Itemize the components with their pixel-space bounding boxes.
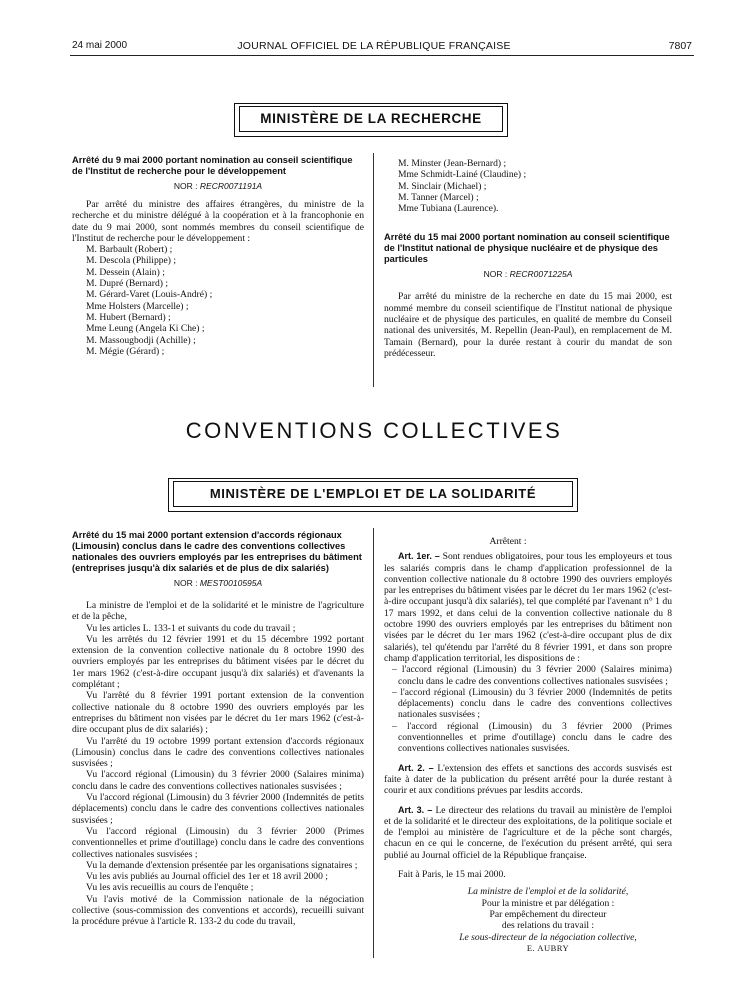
preamble-paragraph: La ministre de l'emploi et de la solidarité et le ministre de l'agriculture et de la pêche, <box>72 600 364 623</box>
member-list-right <box>384 158 672 214</box>
article-3 <box>384 805 672 861</box>
preamble-paragraph: Vu les arrêtés du 12 février 1991 et du 15 décembre 1992 portant extension de la convention collective nationale du 8 octobre 1990 des ouvriers employés par les entreprises du bâtiment visées par le décret du 1er mars 1962 (c'est-à-dire occupant jusqu'à dix salariés) et d'avenants la complétant ; <box>72 633 364 691</box>
signature-line: des relations du travail : <box>501 920 595 932</box>
nor-line <box>72 578 364 588</box>
article-2 <box>384 763 672 797</box>
preamble-paragraph: Vu l'arrêté du 19 octobre 1999 portant extension d'accords régionaux (Limousin) conclus dans le cadre des conventions collectives nationales susvisées ; <box>72 735 364 770</box>
ministry-box-recherche <box>234 103 508 137</box>
arrete-text <box>384 291 672 359</box>
member-item: M. Tanner (Marcel) ; <box>398 191 479 203</box>
arrete-extension-left <box>72 530 364 928</box>
member-item: M. Barbault (Robert) ; <box>86 244 173 256</box>
arrete-title: Arrêté du 9 mai 2000 portant nomination au conseil scientifique de l'Institut de recherche pour le développement <box>72 155 353 176</box>
member-item: Mme Leung (Angela Ki Che) ; <box>86 323 205 335</box>
signature-line: Pour la ministre et par délégation : <box>481 897 615 909</box>
signature-line: La ministre de l'emploi et de la solidarité, <box>467 886 629 898</box>
arrete-column-right <box>384 158 672 359</box>
article-item: – l'accord régional (Limousin) du 3 février 2000 (Salaires minima) conclu dans le cadre des conventions collectives nationales susvisées ; <box>392 664 672 687</box>
member-item: M. Minster (Jean-Bernard) ; <box>398 158 507 169</box>
nor-code: RECR0071191A <box>199 181 263 191</box>
arrete-title: Arrêté du 15 mai 2000 portant nomination au conseil scientifique de l'Institut national de physique nucléaire et de physique des particules <box>384 232 670 265</box>
ministry-title: MINISTÈRE DE L'EMPLOI ET DE LA SOLIDARITÉ <box>173 481 573 507</box>
member-item: M. Mégie (Gérard) ; <box>86 345 165 357</box>
preamble-paragraph: Vu l'accord régional (Limousin) du 3 février 2000 (Primes conventionnelles et prime d'outillage) conclu dans le cadre des conventions collectives nationales susvisées ; <box>72 825 364 860</box>
fait-line: Fait à Paris, le 15 mai 2000. <box>398 869 506 881</box>
preamble-paragraph: Vu la demande d'extension présentée par les organisations signataires ; <box>86 859 358 871</box>
preamble-paragraph: Vu les articles L. 133-1 et suivants du code du travail ; <box>86 622 296 634</box>
arrete-title: Arrêté du 15 mai 2000 portant extension d'accords régionaux (Limousin) conclus dans le cadre des conventions collectives nationales des ouvriers employés par les entreprises du bâtiment (entreprises jusqu'à dix salariés et de plus de dix salariés) <box>72 530 362 573</box>
nor-line <box>384 269 672 279</box>
ministry-box-emploi <box>168 478 578 512</box>
member-item: M. Massougbodji (Achille) ; <box>86 334 196 346</box>
journal-title: JOURNAL OFFICIEL DE LA RÉPUBLIQUE FRANÇAISE <box>237 40 511 52</box>
member-item: Mme Tubiana (Laurence). <box>398 203 499 215</box>
arrete-paragraph: Par arrêté du ministre de la recherche en date du 15 mai 2000, est nommé membre du conseil scientifique de l'Institut national de physique nucléaire et de physique des particules, en qualité de membre du Conseil national des universités, M. Repellin (Jean-Paul), en remplacement de M. Tamain (Bernard), pour la durée restant à courir du mandat de son prédécesseur. <box>384 291 672 359</box>
article-text: Le directeur des relations du travail au ministère de l'emploi et de la solidarité et le directeur des exploitations, de la politique sociale et de l'emploi au ministère de l'agriculture et de la pêche sont chargés, chacun en ce qui le concerne, de l'exécution du présent arrêté, qui sera publié au Journal officiel de la République française. <box>384 804 673 861</box>
article-label: Art. 1er. – <box>398 551 440 562</box>
nor-code: RECR0071225A <box>509 269 573 280</box>
nor-code: MEST0010595A <box>199 578 263 588</box>
member-item: M. Descola (Philippe) ; <box>86 255 177 267</box>
preamble <box>72 600 364 928</box>
column-rule <box>373 153 374 387</box>
signature-block <box>424 886 672 954</box>
arrete-ird <box>72 155 364 357</box>
nor-line <box>72 181 364 191</box>
preamble-paragraph: Vu l'arrêté du 8 février 1991 portant extension de la convention collective nationale du 8 octobre 1990 des ouvriers employés par les entreprises du bâtiment non visées par le décret du 1er mars 1962 (c'est-à-dire occupant plus de dix salariés) ; <box>72 690 364 736</box>
member-item: Mme Holsters (Marcelle) ; <box>86 300 189 312</box>
preamble-paragraph: Vu les avis publiés au Journal officiel des 1er et 18 avril 2000 ; <box>86 871 328 883</box>
conventions-title: CONVENTIONS COLLECTIVES <box>185 418 563 443</box>
member-item: M. Dupré (Bernard) ; <box>86 278 169 290</box>
article-label: Art. 3. – <box>398 804 433 815</box>
header-date: 24 mai 2000 <box>72 40 128 51</box>
fait-a-paris <box>384 869 672 880</box>
signature-line: Par empêchement du directeur <box>489 908 607 920</box>
nor-label: NOR : <box>173 181 198 191</box>
member-item: M. Sinclair (Michael) ; <box>398 180 487 192</box>
article-item: – l'accord régional (Limousin) du 3 février 2000 (Primes conventionnelles et prime d'outillage) conclu dans le cadre des conventions collectives nationales susvisées. <box>392 720 672 755</box>
ministry-title: MINISTÈRE DE LA RECHERCHE <box>239 106 503 132</box>
member-list-left <box>72 244 364 357</box>
member-item: M. Dessein (Alain) ; <box>86 266 165 278</box>
header-rule <box>70 55 694 56</box>
arretent: Arrêtent : <box>489 536 527 547</box>
preamble-paragraph: Vu l'avis motivé de la Commission nationale de la négociation collective (sous-commission des conventions et accords), recueilli suivant la procédure prévue à l'article R. 133-2 du code du travail, <box>72 893 364 928</box>
arrete-intro <box>72 199 364 244</box>
signature-name: E. AUBRY <box>526 942 570 953</box>
member-item: Mme Schmidt-Lainé (Claudine) ; <box>398 169 527 181</box>
preamble-paragraph: Vu l'accord régional (Limousin) du 3 février 2000 (Indemnités de petits déplacements) conclu dans le cadre des conventions collectives nationales susvisées ; <box>72 792 364 826</box>
article-1 <box>384 551 672 754</box>
article-label: Art. 2. – <box>398 762 434 773</box>
column-rule <box>373 528 374 958</box>
arrete-extension-right <box>384 536 672 954</box>
page-number: 7807 <box>668 40 692 52</box>
article-text: L'extension des effets et sanctions des accords susvisés est faite à dater de la publication du présent arrêté pour la durée restant à courir et aux conditions prévues par lesdits accords. <box>384 762 672 797</box>
article-text: Sont rendues obligatoires, pour tous les employeurs et tous les salariés compris dans le champ d'application professionnel de la convention collective nationale du 8 octobre 1990 des ouvriers employés par les entreprises du bâtiment visées par le décret du 1er mars 1962 (c'est-à-dire occupant jusqu'à dix salariés), tel que complété par l'avenant n° 1 du 17 mars 1992, et dans celui de la convention collective nationale du 8 octobre 1990 des ouvriers employés par les entreprises du bâtiment non visées par le décret du 1er mars 1962 (c'est-à-dire occupant plus de dix salariés), tel qu'étendu par l'arrêté du 8 février 1991, et dans son propre champ d'application territorial, les dispositions de : <box>384 551 672 664</box>
member-item: M. Hubert (Bernard) ; <box>86 311 171 323</box>
preamble-paragraph: Vu l'accord régional (Limousin) du 3 février 2000 (Salaires minima) conclu dans le cadre des conventions collectives nationales susvisées ; <box>72 769 364 792</box>
nor-label: NOR : <box>483 269 508 280</box>
member-item: M. Gérard-Varet (Louis-André) ; <box>86 289 213 301</box>
signature-line: Le sous-directeur de la négociation collective, <box>459 931 637 943</box>
nor-label: NOR : <box>173 578 198 588</box>
preamble-paragraph: Vu les avis recueillis au cours de l'enquête ; <box>86 882 254 894</box>
intro-paragraph: Par arrêté du ministre des affaires étrangères, du ministre de la recherche et du ministre délégué à la coopération et à la francophonie en date du 9 mai 2000, sont nommés membres du conseil scientifique de l'Institut de recherche pour le développement : <box>72 199 364 244</box>
article-item: – l'accord régional (Limousin) du 3 février 2000 (Indemnités de petits déplacements) conclu dans le cadre des conventions collectives nationales susvisées ; <box>392 686 672 721</box>
